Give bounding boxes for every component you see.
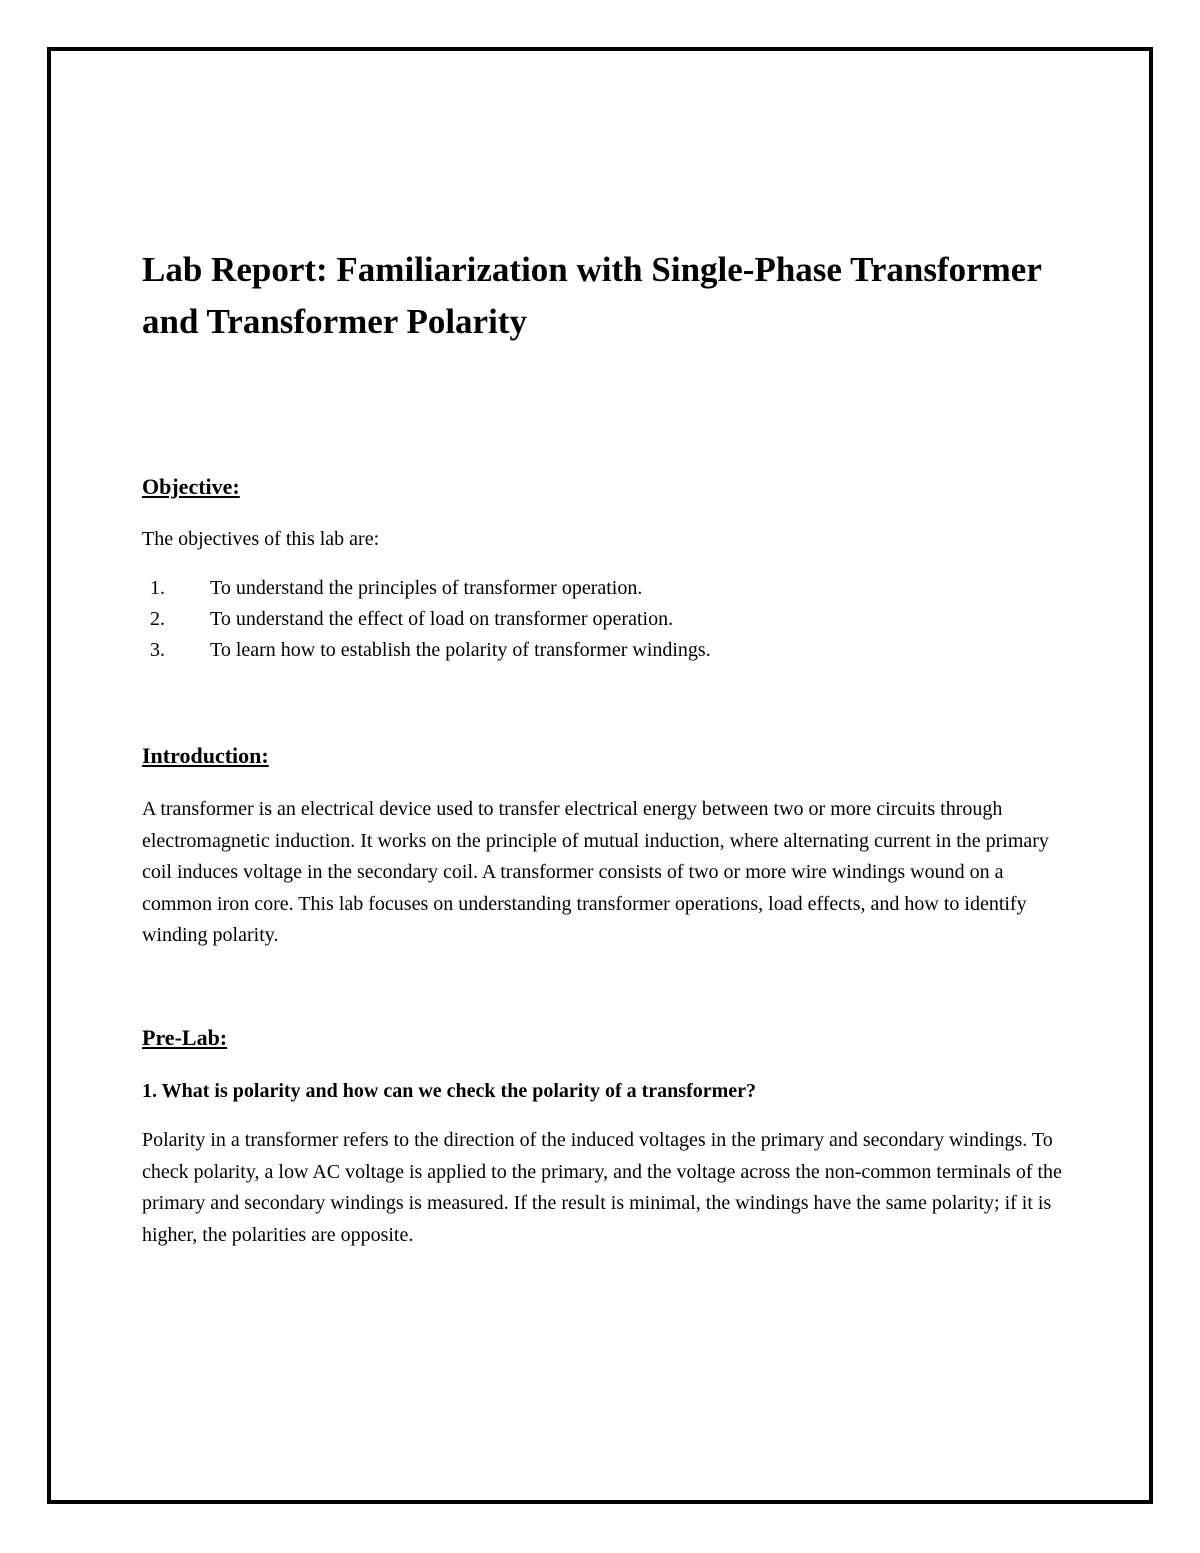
list-item bbox=[142, 636, 711, 667]
document-title: Lab Report: Familiarization with Single-Phase Transformer and Transformer Polarity bbox=[142, 250, 1042, 341]
prelab-answer-paragraph: Polarity in a transformer refers to the direction of the induced voltages in the primary and secondary windings. To check polarity, a low AC voltage is applied to the primary, and the voltage across the non-common terminals of the primary and secondary windings is measured. If the result is minimal, the windings have the same polarity; if it is higher, the polarities are opposite. bbox=[142, 1129, 1062, 1246]
objectives-intro: The objectives of this lab are: bbox=[142, 528, 380, 550]
list-item-number: 3. bbox=[150, 639, 165, 661]
list-item-text: To learn how to establish the polarity of transformer windings. bbox=[210, 639, 711, 661]
list-item-number: 2. bbox=[150, 608, 165, 630]
list-item-text: To understand the principles of transformer operation. bbox=[210, 577, 643, 599]
objective-heading: Objective: bbox=[142, 474, 240, 499]
list-item bbox=[142, 574, 711, 605]
introduction-paragraph: A transformer is an electrical device used to transfer electrical energy between two or more circuits through electromagnetic induction. It works on the principle of mutual induction, where alternating current in the primary coil induces voltage in the secondary coil. A transformer consists of two or more wire windings wound on a common iron core. This lab focuses on understanding transformer operations, load effects, and how to identify winding polarity. bbox=[142, 798, 1049, 946]
list-item bbox=[142, 605, 711, 636]
list-item-text: To understand the effect of load on transformer operation. bbox=[210, 608, 674, 630]
introduction-heading: Introduction: bbox=[142, 743, 269, 768]
list-item-number: 1. bbox=[150, 577, 165, 599]
prelab-question: 1. What is polarity and how can we check the polarity of a transformer? bbox=[142, 1080, 757, 1102]
prelab-heading: Pre-Lab: bbox=[142, 1025, 228, 1050]
objectives-list bbox=[142, 574, 711, 667]
